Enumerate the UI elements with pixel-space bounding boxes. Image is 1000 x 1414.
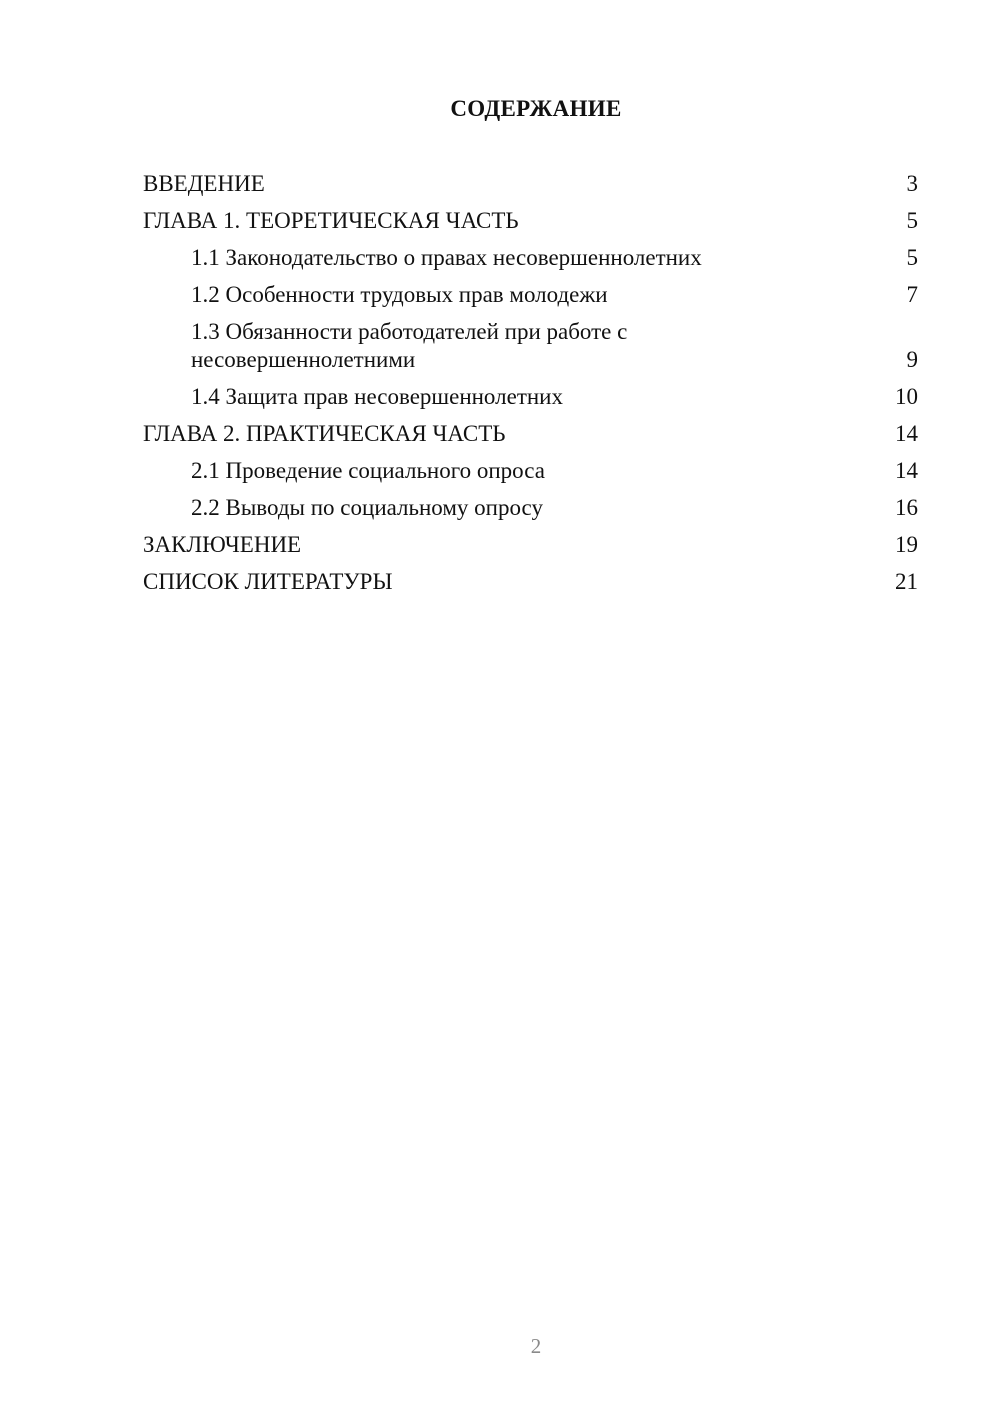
toc-entry-conclusion[interactable] [143,531,918,559]
toc-entry-page: 14 [895,421,918,446]
toc-entry-label: 1.4 Защита прав несовершеннолетних [191,384,563,409]
toc-entry-page: 3 [906,171,918,196]
toc-entry-label: 2.2 Выводы по социальному опросу [191,495,543,520]
toc-entry-section-1-1[interactable] [143,244,918,272]
page-title: СОДЕРЖАНИЕ [450,96,622,121]
toc-entry-page: 10 [895,384,918,409]
toc-entry-page: 21 [895,569,918,594]
toc-entry-section-1-4[interactable] [143,383,918,411]
toc-entry-label: ЗАКЛЮЧЕНИЕ [143,532,302,557]
toc-entry-page: 16 [895,495,918,520]
toc-entry-label: ВВЕДЕНИЕ [143,171,265,196]
toc-entry-page: 9 [906,347,918,372]
toc-entry-label: 1.1 Законодательство о правах несовершеннолетних [191,245,702,270]
toc-entry-label: ГЛАВА 2. ПРАКТИЧЕСКАЯ ЧАСТЬ [143,421,506,446]
toc-entry-references[interactable] [143,568,918,596]
toc-entry-page: 5 [906,208,918,233]
toc-entry-label: СПИСОК ЛИТЕРАТУРЫ [143,569,393,594]
toc-entry-section-1-3[interactable] [143,318,918,374]
toc-entry-section-2-2[interactable] [143,494,918,522]
toc-entry-section-2-1[interactable] [143,457,918,485]
toc-entry-page: 7 [906,282,918,307]
toc-entry-page: 19 [895,532,918,557]
toc-entry-label: 1.2 Особенности трудовых прав молодежи [191,282,608,307]
toc-entry-label: 2.1 Проведение социального опроса [191,458,545,483]
page-number: 2 [530,1334,542,1358]
toc-entry-page: 5 [906,245,918,270]
toc-entry-page: 14 [895,458,918,483]
toc-entry-section-1-2[interactable] [143,281,918,309]
table-of-contents [143,170,918,605]
toc-entry-chapter-1[interactable] [143,207,918,235]
toc-entry-chapter-2[interactable] [143,420,918,448]
toc-entry-label: ГЛАВА 1. ТЕОРЕТИЧЕСКАЯ ЧАСТЬ [143,208,519,233]
toc-entry-label: 1.3 Обязанности работодателей при работе с несовершеннолетними [191,319,628,372]
toc-entry-introduction[interactable] [143,170,918,198]
